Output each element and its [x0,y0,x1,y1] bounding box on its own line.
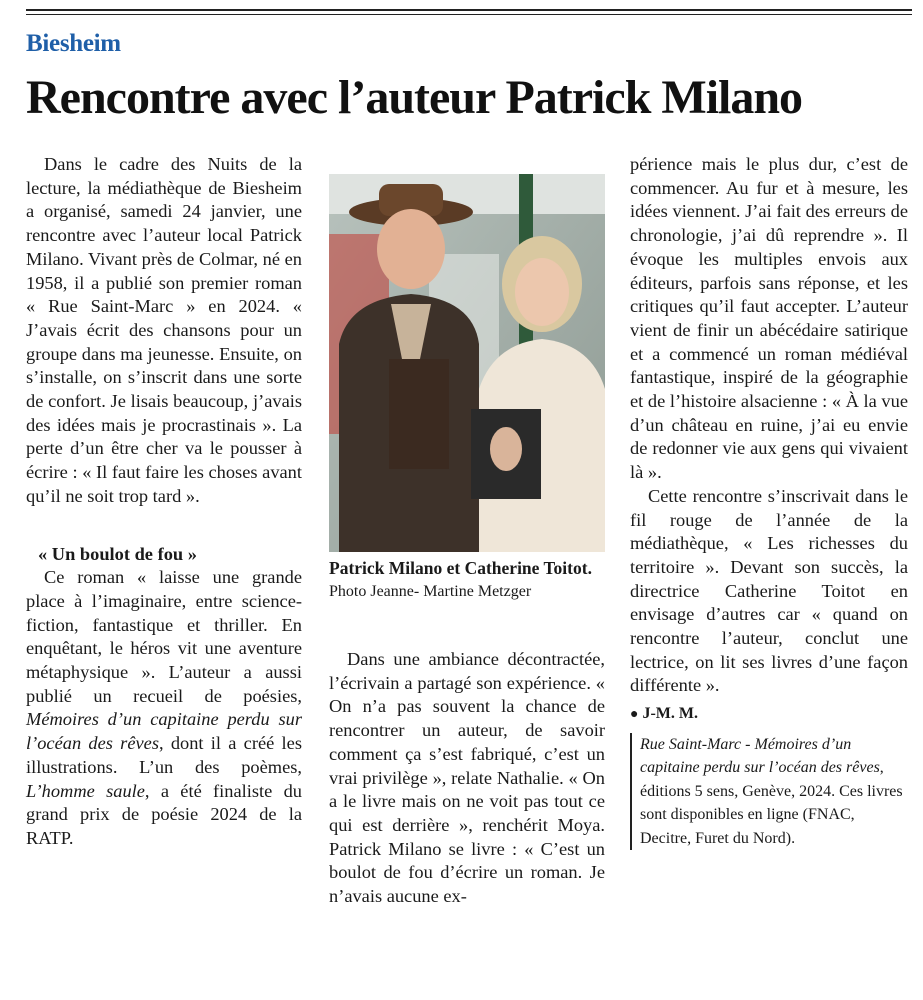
caption-credit: Photo Jeanne- Martine Metzger [329,583,532,600]
paragraph-ambiance: Dans une ambiance décontractée, l’écrivain a partagé son expérience. « On n’a pas souvent la chance de rencontrer un auteur, de savoir comment ça s’est fabriqué, c’est un vrai privilège », relate Nathalie. « On a le livre mais on ne voit pas tout ce qui est derrière », renchérit Moya. Patrick Milano se livre : « C’est un boulot de fou d’écrire un roman. Je n’avais aucune ex- [329,649,605,907]
top-rule-thin [26,14,912,15]
paragraph-novel: Ce roman « laisse une grande place à l’imaginaire, entre science-fiction, fantastique et thriller. En enquêtant, le héros vit une aventure métaphysique ». L’auteur a aussi publié un recueil de poésies, Mémoires d’un capitaine perdu sur l’océan des rêves, dont il a créé les illustrations. L’un des poèmes, L’homme saule, a été finaliste du grand prix de poésie 2024 de la RATP. [26,567,303,848]
poem-title: L’homme saule [26,780,145,801]
photo-caption [329,557,605,603]
book-info-box [630,733,908,850]
book-details: , éditions 5 sens, Genève, 2024. Ces livres sont disponibles en ligne (FNAC, Decitre, Furet du Nord). [640,759,903,847]
article-column-3 [630,153,908,850]
paragraph-conclusion: Cette rencontre s’inscrivait dans le fil rouge de l’année de la médiathèque, « Les richesses du territoire ». Devant son succès, la directrice Catherine Toitot en envisage d’autres car « quand on rencontre l’auteur, conclut une lectrice, on lit ses livres d’une façon différente ». [630,485,908,696]
paragraph-continuation: périence mais le plus dur, c’est de commencer. Au fur et à mesure, les idées viennent. J’ai fait des erreurs de chronologie, j’ai dû reprendre ». Il évoque les multiples envois aux éditeurs, parfois sans réponse, et les critiques qu’il faut accepter. L’auteur vient de finir un abécédaire satirique et a commencé un roman médiéval fantastique, inspiré de la géographie et de l’histoire alsacienne : « À la vue d’un château en ruine, j’ai eu envie de redonner vie aux gens qui vivaient là ». [630,154,908,483]
book-title-memoires: Mémoires d’un capitaine perdu sur l’océan des rêves [26,709,302,754]
caption-names: Patrick Milano et Catherine Toitot. [329,558,592,578]
top-rule [26,9,912,11]
author-signature: ● J-M. M. [630,705,698,723]
subheading: « Un boulot de fou » [38,543,197,564]
article-column-1 [26,153,302,851]
paragraph-intro: Dans le cadre des Nuits de la lecture, la médiathèque de Biesheim a organisé, samedi 24 janvier, une rencontre avec l’auteur local Patrick Milano. Vivant près de Colmar, né en 1958, il a publié son premier roman « Rue Saint-Marc » en 2024. « J’avais écrit des chansons pour un groupe dans ma jeunesse. Ensuite, on s’installe, on s’inscrit dans une sorte de confort. Je lisais beaucoup, j’avais des idées mais je procrastinais ». La perte d’un être cher va le pousser à écrire : « Il faut faire les choses avant qu’il ne soit trop tard ». [26,154,302,506]
book-titles: Rue Saint-Marc - Mémoires d’un capitaine perdu sur l’océan des rêves [640,735,880,777]
section-kicker: Biesheim [26,30,121,57]
photo-illustration [329,174,605,552]
article-photo [329,174,605,552]
article-headline: Rencontre avec l’auteur Patrick Milano [26,71,803,124]
bullet-icon: ● [630,707,639,723]
article-column-2 [329,648,605,909]
